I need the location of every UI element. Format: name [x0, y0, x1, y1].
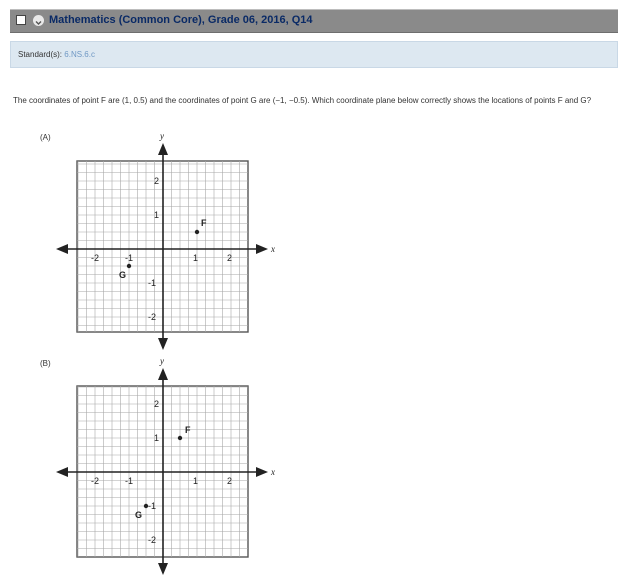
x-tick-label: -1	[125, 253, 134, 263]
y-tick-label: 1	[154, 210, 160, 220]
point-label-g: G	[119, 270, 127, 280]
y-tick-label: -1	[148, 501, 157, 511]
x-tick-label: -2	[91, 253, 100, 263]
y-axis-down-arrow-icon	[158, 563, 168, 575]
x-axis-label: x	[271, 244, 275, 254]
x-tick-label: 2	[227, 253, 233, 263]
x-tick-label: -1	[125, 476, 134, 486]
y-axis-up-arrow-icon	[158, 368, 168, 380]
x-tick-label: 1	[193, 476, 199, 486]
x-axis-right-arrow-icon	[256, 467, 268, 477]
standard-link[interactable]: 6.NS.6.c	[64, 50, 95, 59]
x-axis-left-arrow-icon	[56, 467, 68, 477]
y-tick-label: 2	[154, 399, 160, 409]
y-axis-label: y	[160, 356, 164, 366]
question-title: Mathematics (Common Core), Grade 06, 2016, Q14	[49, 14, 313, 26]
x-tick-label: -2	[91, 476, 100, 486]
coordinate-plane-b	[0, 0, 300, 581]
y-tick-label: -2	[148, 535, 157, 545]
x-tick-label: 2	[227, 476, 233, 486]
point-label-g: G	[135, 510, 143, 520]
x-axis-label: x	[271, 467, 275, 477]
choice-label-b: (B)	[40, 359, 51, 368]
standards-label: Standard(s):	[18, 50, 63, 59]
y-tick-label: -1	[148, 278, 157, 288]
choice-label-a: (A)	[40, 133, 51, 142]
point-label-f: F	[185, 425, 191, 435]
y-tick-label: -2	[148, 312, 157, 322]
y-tick-label: 1	[154, 433, 160, 443]
y-axis-label: y	[160, 131, 164, 141]
point-g	[144, 504, 148, 508]
point-label-f: F	[201, 218, 207, 228]
point-f	[178, 436, 182, 440]
question-text: The coordinates of point F are (1, 0.5) and the coordinates of point G are (−1, −0.5). Which coordinate plane below correctly shows the locations of points F and G?	[13, 96, 592, 105]
y-tick-label: 2	[154, 176, 160, 186]
x-tick-label: 1	[193, 253, 199, 263]
